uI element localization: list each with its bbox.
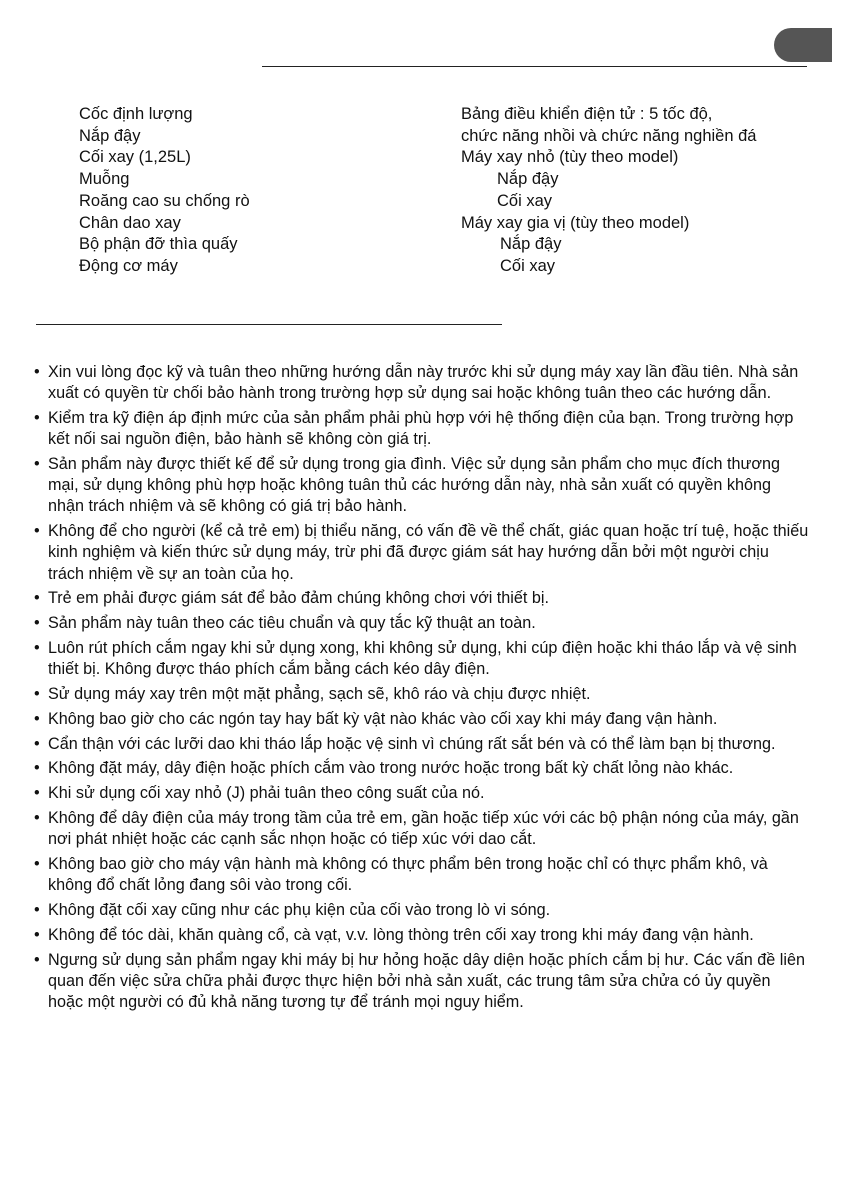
safety-text: Sản phẩm này tuân theo các tiêu chuẩn và quy tắc kỹ thuật an toàn. — [48, 614, 536, 633]
bullet-icon: • — [34, 685, 40, 703]
safety-instructions-list — [34, 362, 809, 1017]
safety-text: Trẻ em phải được giám sát để bảo đảm chúng không chơi với thiết bị. — [48, 589, 549, 608]
safety-item — [34, 709, 809, 730]
safety-text: Không để dây điện của máy trong tầm của trẻ em, gần hoặc tiếp xúc với các bộ phận nóng của máy, gần nơi phát nhiệt hoặc các cạnh sắc nhọn hoặc có tiếp xúc với dao cắt. — [48, 808, 799, 849]
safety-item — [34, 684, 809, 705]
bullet-icon: • — [34, 784, 40, 803]
part-item: Cối xay (1,25L) — [79, 148, 191, 167]
safety-item — [34, 408, 809, 450]
parts-list-left — [79, 104, 250, 278]
bullet-icon: • — [34, 734, 40, 753]
part-item: Muỗng — [79, 170, 130, 189]
safety-text: Không bao giờ cho các ngón tay hay bất kỳ vật nào khác vào cối xay khi máy đang vận hành. — [48, 709, 718, 728]
section-rule — [36, 324, 502, 325]
safety-text: Cẩn thận với các lưỡi dao khi tháo lắp hoặc vệ sinh vì chúng rất sắt bén và có thể làm bạn bị thương. — [48, 734, 776, 753]
part-item: Máy xay nhỏ (tùy theo model) — [461, 148, 679, 167]
bullet-icon: • — [34, 589, 40, 608]
safety-text: Không đặt cối xay cũng như các phụ kiện của cối vào trong lò vi sóng. — [48, 900, 551, 919]
safety-text: Không bao giờ cho máy vận hành mà không có thực phẩm bên trong hoặc chỉ có thực phẩm khô, và không đổ chất lỏng đang sôi vào trong cối. — [48, 854, 768, 895]
parts-list-right — [461, 104, 756, 278]
safety-item — [34, 808, 809, 850]
safety-item — [34, 950, 809, 1014]
bullet-icon: • — [34, 639, 40, 657]
part-subitem: Nắp đậy — [500, 235, 562, 254]
safety-text: Ngưng sử dụng sản phẩm ngay khi máy bị hư hỏng hoặc dây diện hoặc phích cắm bị hư. Các vấn đề liên quan đến việc sửa chữa phải được thực hiện bởi nhà sản xuất, các trung tâm sửa chửa có ủy quyền hoặc một người có đủ khả năng tương tự để tránh mọi nguy hiểm. — [48, 950, 805, 1011]
bullet-icon: • — [34, 925, 40, 944]
part-item: Chân dao xay — [79, 213, 181, 232]
bullet-icon: • — [34, 759, 40, 778]
safety-text: Luôn rút phích cắm ngay khi sử dụng xong, khi không sử dụng, khi cúp điện hoặc khi tháo lắp và vệ sinh thiết bị. Không được tháo phích cắm bằng cách kéo dây điện. — [48, 639, 797, 679]
safety-text: Không để cho người (kể cả trẻ em) bị thiểu năng, có vấn đề về thể chất, giác quan hoặc trí tuệ, hoặc thiếu kinh nghiệm và kiến thức sử dụng máy, trừ phi đã được giám sát hay hướng dẫn bởi một người chịu trách nhiệm về sự an toàn của họ. — [48, 522, 809, 583]
safety-item — [34, 362, 809, 404]
safety-text: Không để tóc dài, khăn quàng cổ, cà vạt, v.v. lòng thòng trên cối xay trong khi máy đang vận hành. — [48, 925, 754, 944]
bullet-icon: • — [34, 363, 40, 381]
safety-text: Sản phẩm này được thiết kế để sử dụng trong gia đình. Việc sử dụng sản phẩm cho mục đích thương mại, sử dụng không phù hợp hoặc không tuân thủ các hướng dẫn này, nhà sản xuất có quyền không nhận trách nhiệm và sẽ không có giá trị bảo hành. — [48, 455, 780, 516]
part-item: Bộ phận đỡ thìa quấy — [79, 235, 238, 254]
safety-item — [34, 613, 809, 634]
bullet-icon: • — [34, 808, 40, 827]
part-subitem: Nắp đậy — [497, 170, 559, 189]
bullet-icon: • — [34, 709, 40, 728]
part-item: Máy xay gia vị (tùy theo model) — [461, 213, 690, 232]
bullet-icon: • — [34, 409, 40, 427]
safety-item — [34, 900, 809, 921]
bullet-icon: • — [34, 522, 40, 541]
safety-text: Không đặt máy, dây điện hoặc phích cắm vào trong nước hoặc trong bất kỳ chất lỏng nào khác. — [48, 759, 734, 778]
safety-text: Sử dụng máy xay trên một mặt phẳng, sạch sẽ, khô ráo và chịu được nhiệt. — [48, 685, 591, 703]
part-item: Động cơ máy — [79, 256, 178, 275]
part-item: Cốc định lượng — [79, 105, 193, 123]
safety-item — [34, 454, 809, 518]
bullet-icon: • — [34, 950, 40, 969]
part-subitem: Cối xay — [497, 191, 553, 210]
part-item: Nắp đậy — [79, 126, 141, 145]
part-item: Bảng điều khiển điện tử : 5 tốc độ, — [461, 105, 713, 123]
safety-text: Khi sử dụng cối xay nhỏ (J) phải tuân theo công suất của nó. — [48, 784, 485, 803]
bullet-icon: • — [34, 455, 40, 473]
bullet-icon: • — [34, 854, 40, 873]
language-tab-badge — [774, 28, 832, 62]
safety-item — [34, 783, 809, 804]
safety-item — [34, 588, 809, 609]
safety-item — [34, 638, 809, 680]
safety-item — [34, 521, 809, 585]
bullet-icon: • — [34, 900, 40, 919]
safety-item — [34, 854, 809, 896]
part-item: chức năng nhồi và chức năng nghiền đá — [461, 126, 757, 145]
safety-item — [34, 925, 809, 946]
bullet-icon: • — [34, 614, 40, 633]
part-item: Roăng cao su chống rò — [79, 191, 250, 210]
safety-text: Kiểm tra kỹ điện áp định mức của sản phẩm phải phù hợp với hệ thống điện của bạn. Trong trường hợp kết nối sai nguồn điện, bảo hành sẽ không còn giá trị. — [48, 409, 794, 449]
header-rule — [262, 66, 807, 67]
safety-text: Xin vui lòng đọc kỹ và tuân theo những hướng dẫn này trước khi sử dụng máy xay lần đầu tiên. Nhà sản xuất có quyền từ chối bảo hành trong trường hợp sử dụng sai hoặc không tuân theo các hướng dẫn. — [48, 363, 799, 403]
safety-item — [34, 734, 809, 755]
safety-item — [34, 758, 809, 779]
part-subitem: Cối xay — [500, 256, 556, 275]
